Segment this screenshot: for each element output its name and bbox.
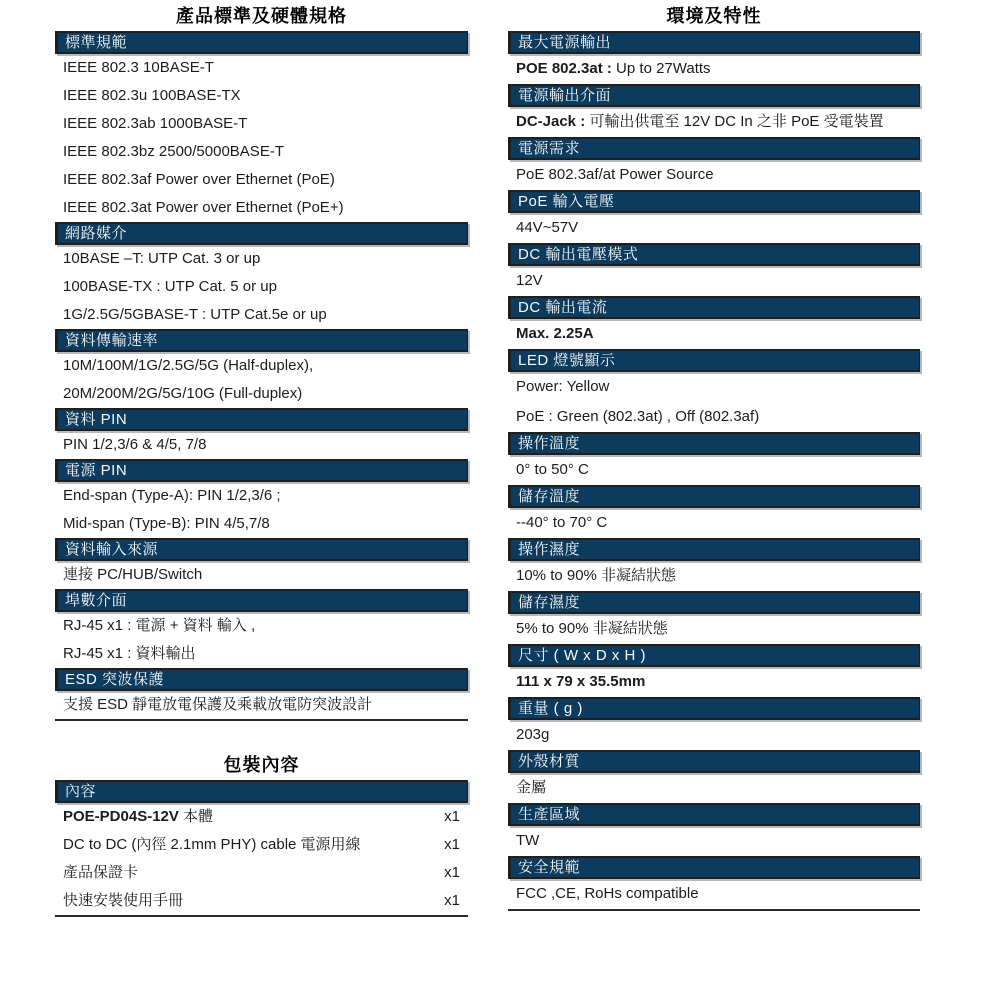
spec-row-bold-text: POE-PD04S-12V	[63, 808, 179, 825]
spec-row	[508, 455, 920, 485]
spec-row-text: IEEE 802.3bz 2500/5000BASE-T	[63, 143, 284, 160]
section-header-bar: 埠數介面	[55, 589, 468, 612]
spec-row-text: 快速安裝使用手冊	[63, 892, 184, 909]
spec-row-text: 連接 PC/HUB/Switch	[63, 566, 203, 583]
spec-row-text: DC-Jack : 可輸出供電至 12V DC In 之非 PoE 受電裝置	[516, 113, 884, 130]
spec-row-text: IEEE 802.3af Power over Ethernet (PoE)	[63, 171, 335, 188]
spec-row-text: PoE : Green (802.3at) , Off (802.3af)	[516, 408, 760, 425]
spec-row-bold-text: 111 x 79 x 35.5mm	[516, 673, 646, 690]
section-header-bar: 重量 ( g )	[508, 697, 920, 720]
spec-row	[508, 54, 920, 84]
spec-row-text: Mid-span (Type-B): PIN 4/5,7/8	[63, 515, 270, 532]
section-header-bar: 儲存溫度	[508, 485, 920, 508]
spec-row	[55, 194, 468, 222]
spec-row-text: 10M/100M/1G/2.5G/5G (Half-duplex),	[63, 357, 314, 374]
spec-row-text: RJ-45 x1 : 資料輸出	[63, 645, 196, 662]
spec-row	[508, 372, 920, 402]
spec-row-text: POE-PD04S-12V 本體	[63, 808, 214, 825]
spec-row-text: Power: Yellow	[516, 378, 610, 395]
spec-row	[55, 640, 468, 668]
quantity-label: x1	[444, 836, 460, 853]
section-header-bar: 儲存濕度	[508, 591, 920, 614]
section-header-bar: 標準規範	[55, 31, 468, 54]
spec-row-text: 10% to 90% 非凝結狀態	[516, 567, 677, 584]
spec-row	[508, 107, 920, 137]
spec-row-text	[516, 667, 912, 697]
spec-row	[508, 561, 920, 591]
spec-row	[55, 859, 468, 887]
spec-row-bold-text: Max. 2.25A	[516, 325, 594, 342]
section-header-bar: 電源 PIN	[55, 459, 468, 482]
section-header-bar: 操作溫度	[508, 432, 920, 455]
left-column	[55, 4, 468, 917]
spec-row-text: IEEE 802.3 10BASE-T	[63, 59, 214, 76]
right-column	[508, 4, 920, 911]
section-header-bar: PoE 輸入電壓	[508, 190, 920, 213]
spec-row-text: TW	[516, 832, 540, 849]
spec-row	[55, 803, 468, 831]
section-header-bar: 外殼材質	[508, 750, 920, 773]
quantity-label: x1	[444, 892, 460, 909]
spec-row-text: 1G/2.5G/5GBASE-T : UTP Cat.5e or up	[63, 306, 327, 323]
hardware-spec-title: 產品標準及硬體規格	[176, 6, 347, 26]
section-header-bar: DC 輸出電流	[508, 296, 920, 319]
spec-row	[55, 887, 468, 915]
spec-row-text: 金屬	[516, 779, 547, 796]
spec-row-text: IEEE 802.3ab 1000BASE-T	[63, 115, 248, 132]
spec-row	[55, 510, 468, 538]
spec-row-text: 20M/200M/2G/5G/10G (Full-duplex)	[63, 385, 303, 402]
hardware-spec-table	[55, 31, 468, 721]
quantity-label: x1	[444, 808, 460, 825]
spec-row-text: 5% to 90% 非凝結狀態	[516, 620, 668, 637]
spec-row	[55, 612, 468, 640]
spec-row	[55, 691, 468, 719]
spec-row	[508, 826, 920, 856]
spec-row	[55, 273, 468, 301]
spec-row-text: PIN 1/2,3/6 & 4/5, 7/8	[63, 436, 207, 453]
spec-row	[508, 213, 920, 243]
section-header-bar: 電源需求	[508, 137, 920, 160]
section-header-bar: ESD 突波保護	[55, 668, 468, 691]
spec-row	[508, 319, 920, 349]
section-header-bar: 電源輸出介面	[508, 84, 920, 107]
section-header-bar: 內容	[55, 780, 468, 803]
spec-row-text: 100BASE-TX : UTP Cat. 5 or up	[63, 278, 277, 295]
spec-row	[55, 482, 468, 510]
spec-row-bold-text: POE 802.3at :	[516, 60, 612, 77]
section-header-bar: 安全規範	[508, 856, 920, 879]
spec-row-text: IEEE 802.3at Power over Ethernet (PoE+)	[63, 199, 344, 216]
section-header-bar: LED 燈號顯示	[508, 349, 920, 372]
package-contents-table	[55, 780, 468, 917]
spec-row-text: End-span (Type-A): PIN 1/2,3/6 ;	[63, 487, 281, 504]
spec-row-text	[516, 319, 912, 349]
section-header-bar: 尺寸 ( W x D x H )	[508, 644, 920, 667]
environment-features-table	[508, 31, 920, 911]
spec-row-text: 產品保證卡	[63, 864, 139, 881]
spec-row	[508, 402, 920, 432]
section-header-bar: 操作濕度	[508, 538, 920, 561]
spec-row-text: DC to DC (內徑 2.1mm PHY) cable 電源用線	[63, 836, 361, 853]
section-header-bar: 最大電源輸出	[508, 31, 920, 54]
spec-row	[508, 773, 920, 803]
spec-row	[55, 54, 468, 82]
spec-row	[508, 879, 920, 909]
spec-row	[55, 561, 468, 589]
spec-row	[508, 266, 920, 296]
spec-row-text: 支援 ESD 靜電放電保護及乘載放電防突波設計	[63, 696, 373, 713]
spec-row-text: 44V~57V	[516, 219, 579, 236]
spec-row-text: --40° to 70° C	[516, 514, 608, 531]
spec-row-text: IEEE 802.3u 100BASE-TX	[63, 87, 241, 104]
spec-row-text: PoE 802.3af/at Power Source	[516, 166, 714, 183]
spec-row	[508, 614, 920, 644]
section-header-bar: 資料 PIN	[55, 408, 468, 431]
spec-row-text: POE 802.3at : Up to 27Watts	[516, 60, 711, 77]
spec-row	[508, 160, 920, 190]
spec-row	[508, 508, 920, 538]
spec-row	[508, 667, 920, 697]
spec-row	[55, 301, 468, 329]
spec-row-text: RJ-45 x1 : 電源 + 資料 輸入 ,	[63, 617, 256, 634]
spec-row	[55, 431, 468, 459]
spec-row-text: FCC ,CE, RoHs compatible	[516, 885, 699, 902]
section-header-bar: 生產區域	[508, 803, 920, 826]
package-contents-title: 包裝內容	[223, 755, 300, 775]
spec-row	[55, 166, 468, 194]
spec-row	[55, 138, 468, 166]
quantity-label: x1	[444, 864, 460, 881]
spec-row	[55, 831, 468, 859]
section-header-bar: DC 輸出電壓模式	[508, 243, 920, 266]
spec-row-text: 12V	[516, 272, 543, 289]
spec-row	[55, 352, 468, 380]
spec-row-text: 203g	[516, 726, 550, 743]
spec-row	[55, 110, 468, 138]
spec-row	[55, 245, 468, 273]
spec-row-text: 10BASE –T: UTP Cat. 3 or up	[63, 250, 261, 267]
section-header-bar: 資料傳輸速率	[55, 329, 468, 352]
spec-row-bold-text: DC-Jack :	[516, 113, 586, 130]
environment-features-title: 環境及特性	[666, 6, 762, 26]
spec-row	[508, 720, 920, 750]
section-header-bar: 網路媒介	[55, 222, 468, 245]
spec-row-text: 0° to 50° C	[516, 461, 589, 478]
spec-row	[55, 82, 468, 110]
section-header-bar: 資料輸入來源	[55, 538, 468, 561]
spec-row	[55, 380, 468, 408]
